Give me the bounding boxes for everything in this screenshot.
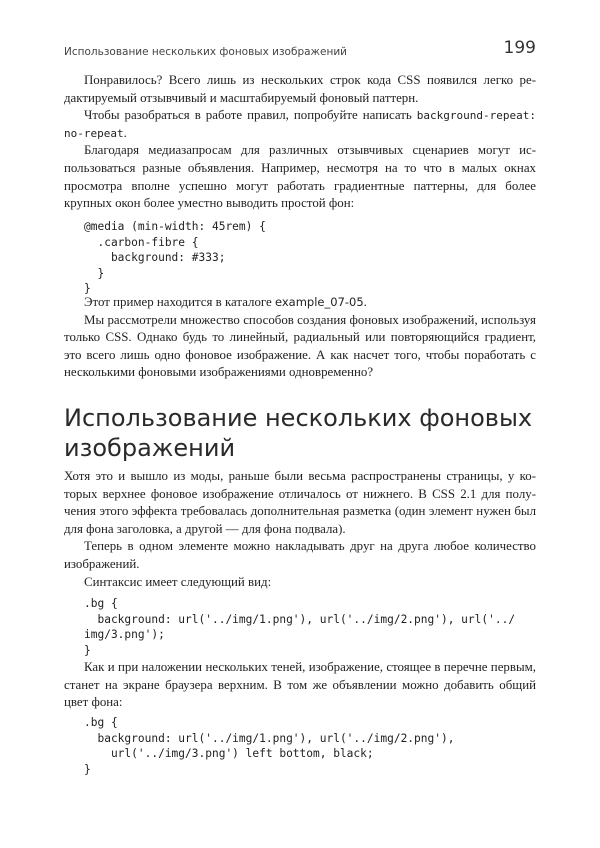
running-title: Использование нескольких фоновых изображений — [64, 46, 347, 58]
intro-paragraph-2-text: Чтобы разобраться в работе правил, попробуйте написать — [84, 108, 417, 123]
intro-paragraph-2 — [64, 107, 536, 142]
intro-paragraph-4-end: . — [363, 295, 367, 309]
section-paragraph-3: Синтаксис имеет следующий вид: — [84, 574, 272, 589]
section-paragraph-2: Теперь в одном элементе можно накладывать друг на друга любое количество изображений. — [64, 539, 536, 571]
intro-paragraph-2-end: . — [123, 125, 127, 140]
section-text — [64, 468, 536, 591]
code-block-media-query: @media (min-width: 45rem) { .carbon-fibre { background: #333; } } — [84, 220, 266, 296]
intro-text-continued — [64, 294, 536, 382]
intro-paragraph-5: Мы рассмотрели множество способов создания фоновых изображений, используя только CSS. Однако будь то линейный, радиальный или повторяющийся градиент, это всего лишь одно фоновое изображение. А как насчет того, чтобы поработать с несколькими фоновыми изображениями одновременно? — [64, 312, 536, 380]
section-heading: Использование нескольких фоновых изображений — [64, 404, 533, 462]
inline-code-background-repeat: background-repeat: no-repeat — [64, 109, 536, 140]
intro-paragraph-4 — [64, 294, 536, 312]
intro-paragraph-1: Понравилось? Всего лишь из нескольких строк кода CSS появился легко редактируемый отзывчивый и масштабируемый фоновый паттерн. — [64, 73, 536, 105]
section-paragraph-4: Как и при наложении нескольких теней, изображение, стоящее в перечне первым, станет на экране браузера верхним. В том же объявлении можно добавить общий цвет фона: — [64, 660, 536, 710]
example-folder-name: example_07-05 — [275, 295, 364, 309]
intro-paragraph-3: Благодаря медиазапросам для различных отзывчивых сценариев могут использоваться разные объявления. Например, несмотря на то что в малых окнах просмотра вполне успешно могут работать градиентные паттерны, для более крупных окон более уместно выводить простой фон: — [64, 143, 536, 211]
code-block-multiple-backgrounds: .bg { background: url('../img/1.png'), url('../img/2.png'), url('../ img/3.png'); } — [84, 597, 516, 657]
intro-paragraph-4-text: Этот пример находится в каталоге — [84, 295, 275, 309]
intro-text — [64, 72, 536, 213]
section-paragraph-1: Хотя это и вышло из моды, раньше были весьма распространены страницы, у которых верхнее фоновое изображение отличалось от нижнего. В CSS 2.1 для получения этого эффекта требовалась дополнительная разметка (один элемент нужен был для фона заголовка, а другой — для фона подвала). — [64, 469, 536, 536]
page-number: 199 — [503, 38, 536, 58]
code-block-background-color: .bg { background: url('../img/1.png'), url('../img/2.png'), url('../img/3.png') left bottom, black; } — [84, 716, 455, 776]
section-text-continued — [64, 659, 536, 712]
